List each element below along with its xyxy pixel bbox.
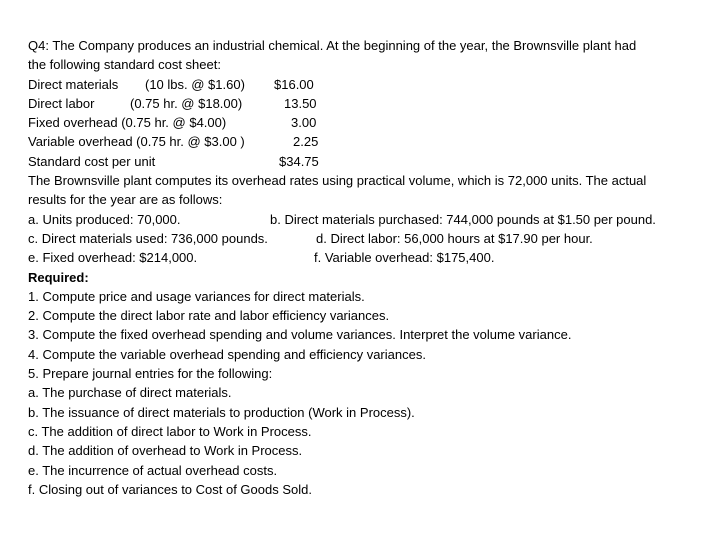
results-row [28,229,700,248]
cost-amount: 3.00 [291,115,317,131]
required-item: 5. Prepare journal entries for the following: [28,366,273,382]
cost-label: Standard cost per unit [28,153,156,169]
required-item: 4. Compute the variable overhead spending and efficiency variances. [28,346,426,362]
required-item: f. Closing out of variances to Cost of Goods Sold. [28,481,312,497]
question-intro-line: Q4: The Company produces an industrial chemical. At the beginning of the year, the Brownsville plant had [28,38,637,53]
required-item: 1. Compute price and usage variances for direct materials. [28,288,365,304]
document-body [28,36,700,499]
question-intro-line: the following standard cost sheet: [28,57,221,73]
result-item: e. Fixed overhead: $214,000. [28,250,198,266]
results-intro-line: The Brownsville plant computes its overhead rates using practical volume, which is 72,000 units. The actual [28,173,647,189]
cost-label: Direct materials [28,76,119,92]
result-item: b. Direct materials purchased: 744,000 pounds at $1.50 per pound. [270,211,656,227]
results-row [28,210,700,229]
result-item: a. Units produced: 70,000. [28,211,181,227]
required-item: 2. Compute the direct labor rate and labor efficiency variances. [28,308,390,324]
cost-label: Fixed overhead (0.75 hr. @ $4.00) [28,115,227,131]
result-item: c. Direct materials used: 736,000 pounds. [28,230,268,246]
cost-sheet-row [28,94,700,113]
cost-sheet-row [28,75,700,94]
cost-amount: $34.75 [279,153,319,169]
result-item: f. Variable overhead: $175,400. [314,250,495,266]
cost-sheet-row [28,132,700,151]
cost-sheet-row [28,152,700,171]
cost-amount: $16.00 [274,76,314,92]
required-item: e. The incurrence of actual overhead costs. [28,462,278,478]
cost-amount: 13.50 [284,95,317,111]
required-item: a. The purchase of direct materials. [28,385,232,401]
cost-amount: 2.25 [293,134,319,150]
required-item: c. The addition of direct labor to Work in Process. [28,423,312,439]
cost-detail: (0.75 hr. @ $18.00) [130,95,243,111]
results-intro-line: results for the year are as follows: [28,192,223,208]
cost-label: Variable overhead (0.75 hr. @ $3.00 ) [28,134,245,150]
cost-sheet-row [28,113,700,132]
results-row [28,248,700,267]
result-item: d. Direct labor: 56,000 hours at $17.90 per hour. [316,230,593,246]
required-heading: Required: [28,269,89,285]
required-item: 3. Compute the fixed overhead spending and volume variances. Interpret the volume variance. [28,327,572,343]
required-item: d. The addition of overhead to Work in Process. [28,443,303,459]
required-item: b. The issuance of direct materials to production (Work in Process). [28,404,415,420]
cost-label: Direct labor [28,95,95,111]
cost-detail: (10 lbs. @ $1.60) [145,76,245,92]
